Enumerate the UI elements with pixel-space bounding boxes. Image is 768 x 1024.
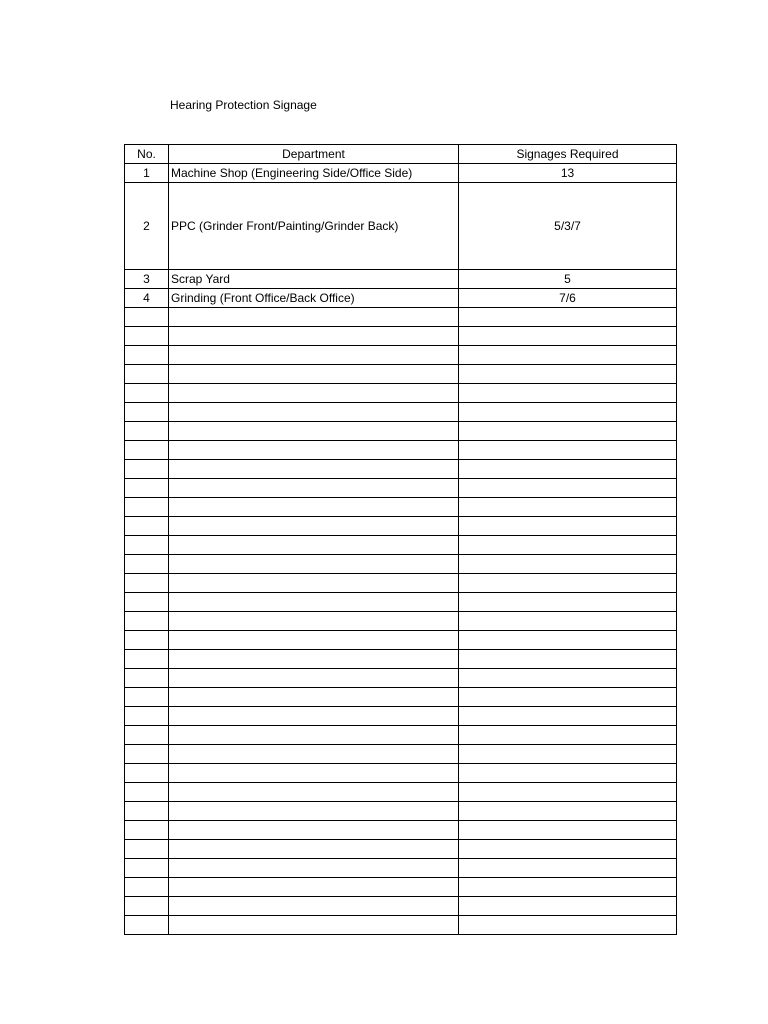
empty-row	[125, 346, 677, 365]
empty-cell	[459, 840, 677, 859]
table-row	[125, 270, 677, 289]
empty-cell	[125, 669, 169, 688]
empty-cell	[125, 859, 169, 878]
empty-row	[125, 536, 677, 555]
empty-cell	[459, 441, 677, 460]
empty-cell	[459, 612, 677, 631]
empty-cell	[459, 821, 677, 840]
empty-cell	[169, 517, 459, 536]
empty-row	[125, 916, 677, 935]
empty-row	[125, 460, 677, 479]
empty-cell	[125, 346, 169, 365]
empty-row	[125, 517, 677, 536]
empty-cell	[169, 688, 459, 707]
empty-cell	[169, 631, 459, 650]
empty-row	[125, 669, 677, 688]
empty-cell	[459, 346, 677, 365]
empty-cell	[169, 840, 459, 859]
empty-cell	[459, 555, 677, 574]
empty-cell	[169, 593, 459, 612]
empty-row	[125, 327, 677, 346]
empty-cell	[169, 650, 459, 669]
row-department: Machine Shop (Engineering Side/Office Side)	[169, 164, 459, 183]
empty-cell	[125, 764, 169, 783]
empty-cell	[459, 783, 677, 802]
empty-cell	[459, 745, 677, 764]
empty-cell	[125, 726, 169, 745]
empty-row	[125, 574, 677, 593]
empty-cell	[125, 821, 169, 840]
empty-cell	[169, 878, 459, 897]
empty-cell	[169, 897, 459, 916]
empty-row	[125, 878, 677, 897]
empty-cell	[125, 536, 169, 555]
empty-cell	[169, 612, 459, 631]
empty-cell	[125, 916, 169, 935]
empty-cell	[459, 878, 677, 897]
row-signages: 13	[459, 164, 677, 183]
empty-row	[125, 707, 677, 726]
empty-cell	[169, 707, 459, 726]
empty-cell	[169, 536, 459, 555]
empty-cell	[459, 422, 677, 441]
empty-cell	[125, 441, 169, 460]
row-department: PPC (Grinder Front/Painting/Grinder Back)	[169, 183, 459, 270]
empty-cell	[125, 878, 169, 897]
empty-row	[125, 859, 677, 878]
empty-cell	[459, 365, 677, 384]
empty-row	[125, 365, 677, 384]
empty-cell	[459, 802, 677, 821]
empty-row	[125, 783, 677, 802]
empty-cell	[459, 726, 677, 745]
empty-cell	[125, 460, 169, 479]
empty-row	[125, 422, 677, 441]
row-department: Grinding (Front Office/Back Office)	[169, 289, 459, 308]
empty-cell	[169, 498, 459, 517]
empty-cell	[125, 707, 169, 726]
empty-cell	[459, 403, 677, 422]
row-department: Scrap Yard	[169, 270, 459, 289]
row-signages: 7/6	[459, 289, 677, 308]
empty-cell	[169, 574, 459, 593]
row-no: 1	[125, 164, 169, 183]
column-header-department: Department	[169, 145, 459, 164]
empty-cell	[459, 498, 677, 517]
empty-cell	[459, 327, 677, 346]
table-row	[125, 164, 677, 183]
empty-cell	[125, 783, 169, 802]
table-row	[125, 289, 677, 308]
empty-row	[125, 555, 677, 574]
empty-row	[125, 612, 677, 631]
empty-cell	[459, 916, 677, 935]
table-row	[125, 183, 677, 270]
column-header-no: No.	[125, 145, 169, 164]
empty-cell	[125, 593, 169, 612]
empty-cell	[125, 479, 169, 498]
empty-cell	[169, 669, 459, 688]
row-no: 2	[125, 183, 169, 270]
empty-cell	[459, 688, 677, 707]
signage-table	[124, 144, 677, 935]
empty-cell	[459, 764, 677, 783]
empty-cell	[169, 422, 459, 441]
empty-cell	[459, 669, 677, 688]
empty-row	[125, 403, 677, 422]
empty-cell	[125, 745, 169, 764]
empty-cell	[125, 574, 169, 593]
empty-cell	[125, 517, 169, 536]
empty-cell	[169, 783, 459, 802]
empty-cell	[125, 555, 169, 574]
empty-cell	[459, 650, 677, 669]
empty-cell	[169, 384, 459, 403]
empty-cell	[169, 327, 459, 346]
row-signages: 5/3/7	[459, 183, 677, 270]
empty-cell	[169, 821, 459, 840]
empty-cell	[169, 859, 459, 878]
empty-row	[125, 726, 677, 745]
empty-row	[125, 631, 677, 650]
empty-cell	[459, 897, 677, 916]
empty-row	[125, 897, 677, 916]
empty-cell	[169, 441, 459, 460]
empty-cell	[169, 745, 459, 764]
empty-cell	[459, 460, 677, 479]
empty-cell	[125, 650, 169, 669]
row-no: 3	[125, 270, 169, 289]
empty-cell	[459, 859, 677, 878]
column-header-signages: Signages Required	[459, 145, 677, 164]
table-header-row	[125, 145, 677, 164]
empty-cell	[125, 802, 169, 821]
empty-cell	[125, 688, 169, 707]
empty-cell	[169, 346, 459, 365]
empty-cell	[125, 403, 169, 422]
empty-cell	[169, 308, 459, 327]
empty-cell	[169, 764, 459, 783]
empty-row	[125, 479, 677, 498]
empty-cell	[125, 498, 169, 517]
row-no: 4	[125, 289, 169, 308]
empty-cell	[169, 365, 459, 384]
empty-cell	[125, 631, 169, 650]
empty-cell	[169, 479, 459, 498]
empty-cell	[459, 479, 677, 498]
empty-cell	[459, 536, 677, 555]
empty-row	[125, 498, 677, 517]
empty-cell	[459, 631, 677, 650]
empty-row	[125, 308, 677, 327]
empty-cell	[169, 726, 459, 745]
empty-row	[125, 593, 677, 612]
empty-cell	[125, 422, 169, 441]
empty-row	[125, 840, 677, 859]
empty-row	[125, 821, 677, 840]
empty-cell	[125, 897, 169, 916]
empty-cell	[169, 916, 459, 935]
empty-cell	[169, 403, 459, 422]
empty-cell	[459, 308, 677, 327]
empty-cell	[459, 593, 677, 612]
empty-row	[125, 441, 677, 460]
empty-row	[125, 384, 677, 403]
empty-cell	[459, 707, 677, 726]
empty-cell	[125, 384, 169, 403]
empty-cell	[169, 555, 459, 574]
empty-cell	[169, 460, 459, 479]
empty-cell	[125, 840, 169, 859]
empty-cell	[125, 308, 169, 327]
empty-row	[125, 745, 677, 764]
empty-cell	[459, 384, 677, 403]
empty-cell	[125, 327, 169, 346]
empty-cell	[459, 574, 677, 593]
empty-row	[125, 764, 677, 783]
empty-row	[125, 650, 677, 669]
page-title: Hearing Protection Signage	[170, 98, 317, 112]
empty-cell	[125, 365, 169, 384]
empty-row	[125, 802, 677, 821]
empty-cell	[169, 802, 459, 821]
empty-cell	[125, 612, 169, 631]
empty-cell	[459, 517, 677, 536]
row-signages: 5	[459, 270, 677, 289]
empty-row	[125, 688, 677, 707]
